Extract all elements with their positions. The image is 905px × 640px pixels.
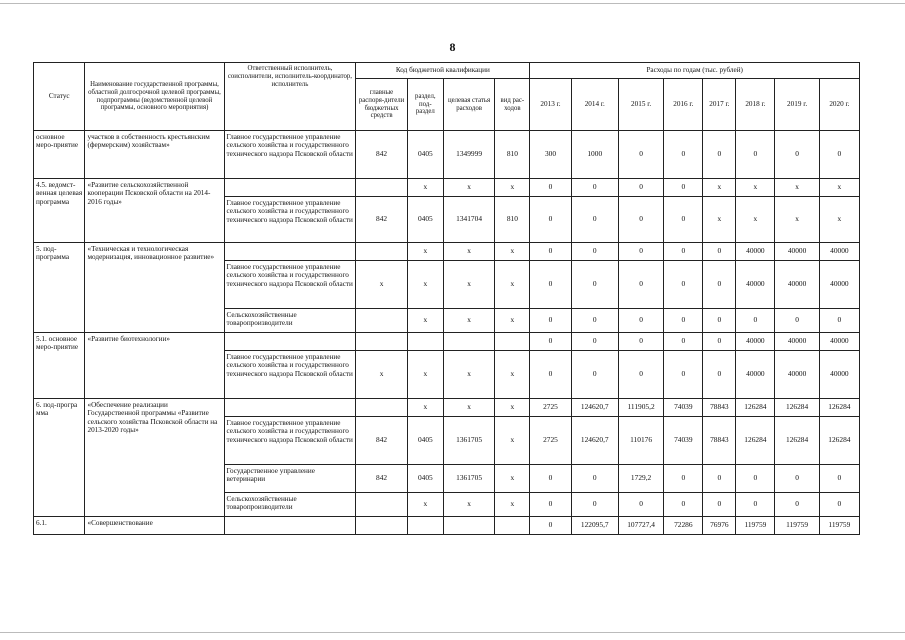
value-2014: 0 [571, 179, 618, 197]
value-2018: 119759 [736, 517, 775, 535]
row-executor: Государственное управление ветеринарии [224, 465, 356, 493]
value-2020: 0 [819, 465, 859, 493]
table-body [34, 131, 860, 535]
row-executor: Главное государственное управление сельского хозяйства и государственного технического надзора Псковской области [224, 417, 356, 465]
row-status: 6.1. [34, 517, 85, 535]
code-razdel: 0405 [407, 197, 443, 243]
scan-edge-top [0, 3, 905, 4]
value-2016: 0 [664, 261, 703, 309]
row-executor [224, 243, 356, 261]
value-2016: 0 [664, 465, 703, 493]
value-2013: 0 [530, 309, 571, 333]
value-2015: 0 [618, 131, 663, 179]
value-2013: 0 [530, 517, 571, 535]
value-2020: 0 [819, 309, 859, 333]
scan-edge-bottom [0, 632, 905, 633]
value-2019: 126284 [775, 399, 819, 417]
value-2020: х [819, 179, 859, 197]
code-razdel: х [407, 493, 443, 517]
row-executor: Сельскохозяйственные товаропроизводители [224, 493, 356, 517]
value-2015: 0 [618, 309, 663, 333]
value-2013: 0 [530, 261, 571, 309]
code-razdel: 0405 [407, 417, 443, 465]
value-2019: 40000 [775, 351, 819, 399]
value-2015: 0 [618, 333, 663, 351]
code-cs: х [443, 399, 494, 417]
value-2013: 0 [530, 333, 571, 351]
value-2016: 74039 [664, 399, 703, 417]
header-year: 2017 г. [703, 79, 736, 131]
code-razdel: 0405 [407, 465, 443, 493]
value-2016: 74039 [664, 417, 703, 465]
row-name: «Техническая и технологическая модернизация, инновационное развитие» [85, 243, 224, 333]
header-executor: Ответственный исполнитель, соисполнители, исполнитель-координатор, исполнитель [224, 63, 356, 131]
value-2014: 122095,7 [571, 517, 618, 535]
code-vr: х [495, 399, 530, 417]
value-2020: 126284 [819, 417, 859, 465]
code-cs: х [443, 493, 494, 517]
value-2014: 1000 [571, 131, 618, 179]
value-2015: 111905,2 [618, 399, 663, 417]
code-grbs: 842 [356, 197, 407, 243]
code-cs: 1361705 [443, 465, 494, 493]
code-grbs [356, 333, 407, 351]
value-2014: 0 [571, 261, 618, 309]
value-2016: 0 [664, 243, 703, 261]
value-2020: х [819, 197, 859, 243]
value-2019: 126284 [775, 417, 819, 465]
code-vr: х [495, 493, 530, 517]
code-razdel: х [407, 309, 443, 333]
value-2018: х [736, 179, 775, 197]
value-2015: 1729,2 [618, 465, 663, 493]
value-2017: 0 [703, 351, 736, 399]
value-2017: 0 [703, 465, 736, 493]
value-2020: 40000 [819, 261, 859, 309]
row-executor: Сельскохозяйственные товаропроизводители [224, 309, 356, 333]
header-year: 2016 г. [664, 79, 703, 131]
code-cs: х [443, 309, 494, 333]
value-2018: 126284 [736, 417, 775, 465]
budget-table [33, 62, 860, 535]
header-year: 2019 г. [775, 79, 819, 131]
value-2013: 0 [530, 465, 571, 493]
row-status: 5. под-программа [34, 243, 85, 333]
code-cs: 1341704 [443, 197, 494, 243]
code-cs: х [443, 243, 494, 261]
code-cs: 1361705 [443, 417, 494, 465]
code-cs [443, 517, 494, 535]
header-grbs: главные распоря-дители бюджетных средств [356, 79, 407, 131]
value-2020: 40000 [819, 243, 859, 261]
value-2018: 0 [736, 465, 775, 493]
header-year: 2015 г. [618, 79, 663, 131]
code-vr [495, 333, 530, 351]
value-2016: 0 [664, 351, 703, 399]
value-2015: 0 [618, 493, 663, 517]
row-executor: Главное государственное управление сельского хозяйства и государственного технического надзора Псковской области [224, 197, 356, 243]
header-vr: вид рас-ходов [495, 79, 530, 131]
code-grbs: 842 [356, 131, 407, 179]
value-2019: 40000 [775, 243, 819, 261]
value-2018: 40000 [736, 261, 775, 309]
value-2015: 0 [618, 243, 663, 261]
value-2016: 0 [664, 179, 703, 197]
header-status: Статус [34, 63, 85, 131]
value-2016: 0 [664, 131, 703, 179]
value-2014: 0 [571, 351, 618, 399]
row-executor [224, 399, 356, 417]
code-razdel: 0405 [407, 131, 443, 179]
value-2018: 40000 [736, 351, 775, 399]
value-2014: 0 [571, 493, 618, 517]
code-razdel [407, 517, 443, 535]
value-2019: 119759 [775, 517, 819, 535]
value-2018: х [736, 197, 775, 243]
code-grbs [356, 517, 407, 535]
code-cs: 1349999 [443, 131, 494, 179]
header-year: 2014 г. [571, 79, 618, 131]
value-2016: 0 [664, 333, 703, 351]
value-2013: 300 [530, 131, 571, 179]
value-2018: 40000 [736, 243, 775, 261]
code-vr: х [495, 261, 530, 309]
code-grbs [356, 309, 407, 333]
code-vr: х [495, 465, 530, 493]
value-2016: 0 [664, 309, 703, 333]
value-2019: 0 [775, 493, 819, 517]
value-2016: 0 [664, 197, 703, 243]
value-2017: 0 [703, 493, 736, 517]
value-2014: 0 [571, 309, 618, 333]
code-razdel: х [407, 399, 443, 417]
value-2019: х [775, 197, 819, 243]
code-grbs [356, 243, 407, 261]
row-name: «Развитие сельскохозяйственной кооперации Псковской области на 2014-2016 годы» [85, 179, 224, 243]
header-year: 2020 г. [819, 79, 859, 131]
code-razdel [407, 333, 443, 351]
header-year: 2013 г. [530, 79, 571, 131]
value-2020: 0 [819, 493, 859, 517]
value-2015: 0 [618, 261, 663, 309]
code-vr: х [495, 179, 530, 197]
code-vr: х [495, 309, 530, 333]
value-2015: 0 [618, 179, 663, 197]
value-2017: 78843 [703, 417, 736, 465]
code-vr: х [495, 351, 530, 399]
value-2017: х [703, 179, 736, 197]
value-2017: 0 [703, 131, 736, 179]
value-2013: 2725 [530, 399, 571, 417]
value-2013: 0 [530, 197, 571, 243]
value-2015: 110176 [618, 417, 663, 465]
code-grbs: х [356, 261, 407, 309]
value-2019: 0 [775, 465, 819, 493]
value-2015: 0 [618, 351, 663, 399]
row-executor [224, 333, 356, 351]
value-2018: 126284 [736, 399, 775, 417]
value-2017: 0 [703, 243, 736, 261]
header-razdel: раздел, под-раздел [407, 79, 443, 131]
code-grbs: 842 [356, 465, 407, 493]
value-2017: х [703, 197, 736, 243]
row-status: 6. под-програ мма [34, 399, 85, 517]
value-2017: 78843 [703, 399, 736, 417]
code-vr: 810 [495, 197, 530, 243]
value-2020: 40000 [819, 333, 859, 351]
value-2020: 40000 [819, 351, 859, 399]
code-vr: 810 [495, 131, 530, 179]
row-executor [224, 517, 356, 535]
value-2016: 0 [664, 493, 703, 517]
code-cs: х [443, 179, 494, 197]
value-2018: 40000 [736, 333, 775, 351]
value-2018: 0 [736, 131, 775, 179]
code-grbs [356, 179, 407, 197]
value-2014: 124620,7 [571, 399, 618, 417]
row-executor: Главное государственное управление сельского хозяйства и государственного технического надзора Псковской области [224, 261, 356, 309]
row-executor: Главное государственное управление сельского хозяйства и государственного технического надзора Псковской области [224, 351, 356, 399]
code-grbs: 842 [356, 417, 407, 465]
value-2014: 0 [571, 243, 618, 261]
value-2017: 0 [703, 333, 736, 351]
value-2013: 0 [530, 179, 571, 197]
value-2019: 40000 [775, 261, 819, 309]
header-name: Наименование государственной программы, областной долгосрочной целевой программы, подпрограммы (ведомственной целевой программы, основного мероприятия) [85, 63, 224, 131]
page-number: 8 [449, 40, 456, 54]
row-executor [224, 179, 356, 197]
value-2020: 126284 [819, 399, 859, 417]
code-vr: х [495, 243, 530, 261]
value-2013: 0 [530, 351, 571, 399]
code-grbs [356, 399, 407, 417]
code-razdel: х [407, 261, 443, 309]
row-status: 4.5. ведомст-венная целевая программа [34, 179, 85, 243]
value-2020: 119759 [819, 517, 859, 535]
row-name: «Совершенствование [85, 517, 224, 535]
code-razdel: х [407, 351, 443, 399]
value-2019: 40000 [775, 333, 819, 351]
value-2019: 0 [775, 131, 819, 179]
header-cs: целевая статья расходов [443, 79, 494, 131]
row-name: «Развитие биотехнологии» [85, 333, 224, 399]
row-status: основное меро-приятие [34, 131, 85, 179]
value-2016: 72286 [664, 517, 703, 535]
row-status: 5.1. основное меро-приятие [34, 333, 85, 399]
row-name: участков в собственность крестьянским (фермерским) хозяйствам» [85, 131, 224, 179]
value-2013: 0 [530, 493, 571, 517]
code-cs: х [443, 261, 494, 309]
code-grbs: х [356, 351, 407, 399]
code-grbs [356, 493, 407, 517]
value-2018: 0 [736, 309, 775, 333]
code-cs [443, 333, 494, 351]
value-2017: 76976 [703, 517, 736, 535]
value-2014: 0 [571, 465, 618, 493]
value-2020: 0 [819, 131, 859, 179]
code-vr [495, 517, 530, 535]
header-expenses: Расходы по годам (тыс. рублей) [530, 63, 860, 79]
value-2015: 107727,4 [618, 517, 663, 535]
value-2014: 124620,7 [571, 417, 618, 465]
code-razdel: х [407, 243, 443, 261]
value-2017: 0 [703, 261, 736, 309]
code-razdel: х [407, 179, 443, 197]
value-2013: 2725 [530, 417, 571, 465]
code-cs: х [443, 351, 494, 399]
code-vr: х [495, 417, 530, 465]
row-name: «Обеспечение реализации Государственной программы «Развитие сельского хозяйства Псковской области на 2013-2020 годы» [85, 399, 224, 517]
row-executor: Главное государственное управление сельского хозяйства и государственного технического надзора Псковской области [224, 131, 356, 179]
value-2014: 0 [571, 333, 618, 351]
value-2017: 0 [703, 309, 736, 333]
value-2019: х [775, 179, 819, 197]
value-2013: 0 [530, 243, 571, 261]
header-year: 2018 г. [736, 79, 775, 131]
value-2015: 0 [618, 197, 663, 243]
value-2018: 0 [736, 493, 775, 517]
header-budget-code: Код бюджетной квалификации [356, 63, 530, 79]
value-2014: 0 [571, 197, 618, 243]
value-2019: 0 [775, 309, 819, 333]
